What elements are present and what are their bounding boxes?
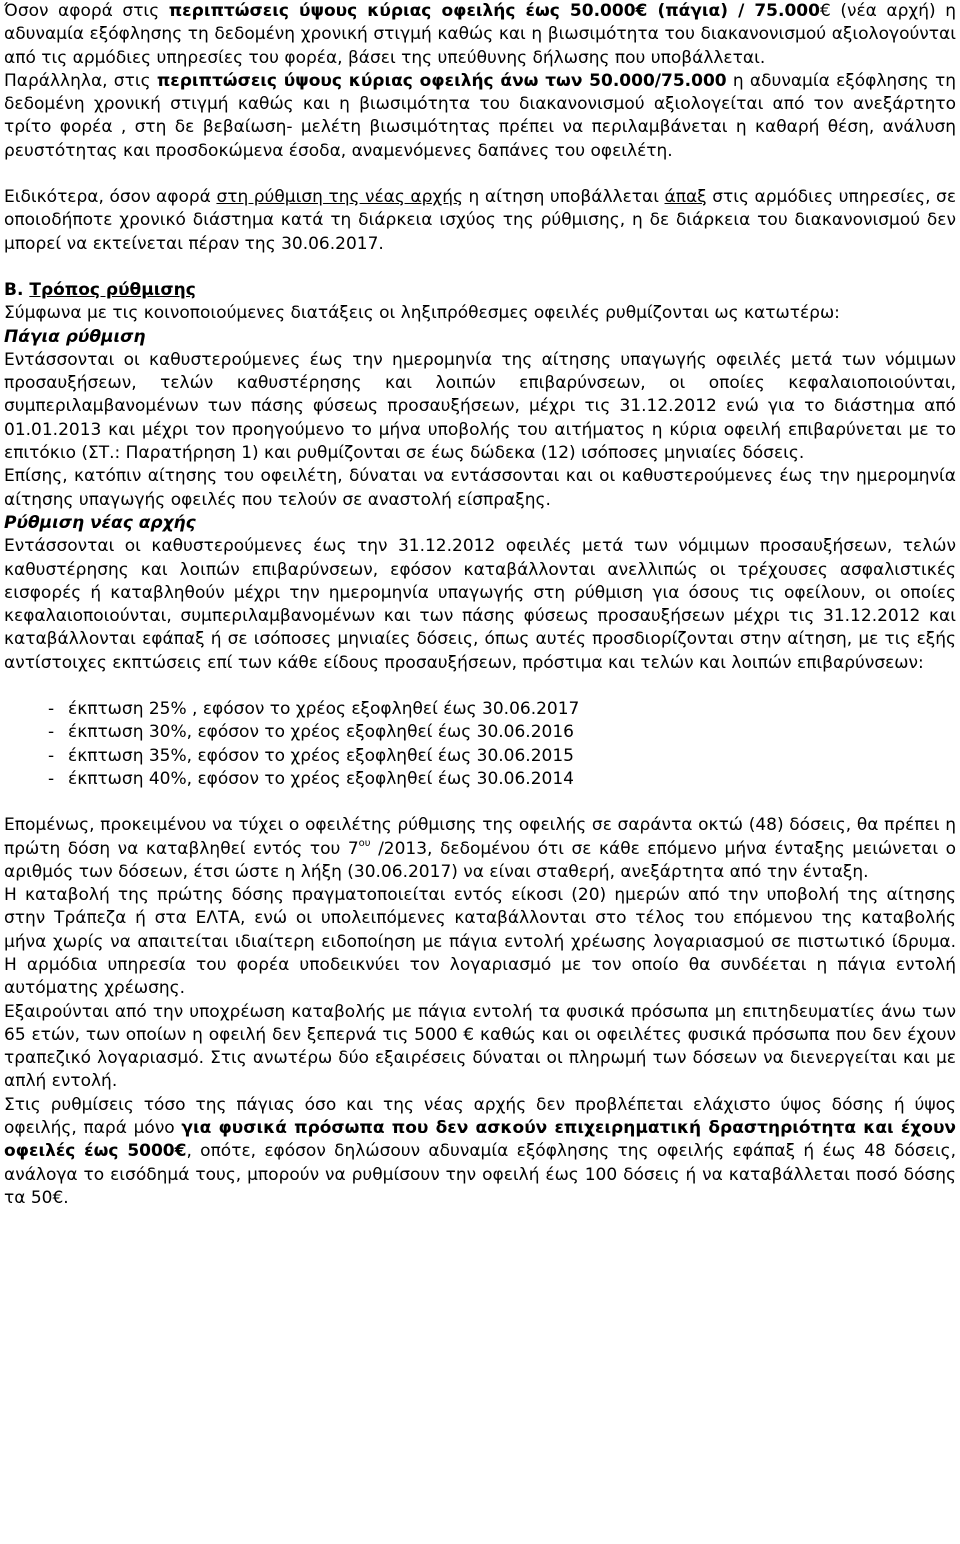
bold-text: για φυσικά πρόσωπα που δεν ασκούν επιχειρηματική δραστηριότητα και έχουν οφειλές έως 5000€ — [4, 1118, 957, 1162]
spacer — [4, 163, 956, 186]
subheading-fixed-settlement — [4, 326, 956, 349]
text: /2013, δεδομένου ότι σε κάθε επόμενο μήνα ένταξης μειώνεται ο αριθμός των δόσεων, έτσι ώστε η λήξη (30.06.2017) να είναι σταθερή, ανεξάρτητα από την ένταξη. — [4, 838, 956, 882]
spacer — [4, 256, 956, 279]
subheading-text: Ρύθμιση νέας αρχής — [4, 512, 196, 533]
list-item: - έκπτωση 40%, εφόσον το χρέος εξοφληθεί έως 30.06.2014 — [48, 768, 956, 791]
bold-text: περιπτώσεις ύψους κύριας οφειλής έως 50.000€ (πάγια) / 75.000 — [168, 1, 820, 21]
underlined-text: στη ρύθμιση της νέας αρχής — [216, 187, 463, 208]
spacer — [4, 675, 956, 698]
text: , οπότε, εφόσον δηλώσουν αδυναμία εξόφλησης της οφειλής εφάπαξ ή έως 48 δόσεις, ανάλογα το εισόδημά τους, μπορούν να ρυθμίσουν την οφειλή έως 100 δόσεις ή να καταβάλλεται ποσό δόσης τα 50€. — [4, 1141, 956, 1208]
text: Παράλληλα, στις — [4, 70, 157, 91]
paragraph-suspended-debts: Επίσης, κατόπιν αίτησης του οφειλέτη, δύναται να εντάσσονται και οι καθυστερούμενες έως την ημερομηνία αίτησης υπαγωγής οφειλές που τελούν σε αναστολή είσπραξης. — [4, 466, 956, 510]
list-item: - έκπτωση 25% , εφόσον το χρέος εξοφληθεί έως 30.06.2017 — [48, 698, 956, 721]
superscript: ου — [358, 837, 371, 849]
paragraph-first-installment: Η καταβολή της πρώτης δόσης πραγματοποιείται εντός είκοσι (20) ημερών από την υποβολή της αίτησης στην Τράπεζα ή στα ΕΛΤΑ, ενώ οι υπολειπόμενες καταβάλλονται στο τέλος του επόμενου της καταβολής μήνα χωρίς να απαιτείται ιδιαίτερη ειδοποίηση με πάγια εντολή χρέωσης λογαριασμού σε πιστωτικό ίδρυμα. Η αρμόδια υπηρεσία του φορέα υποδεικνύει τον λογαριασμό με τον οποίο θα συνδέεται η πάγια εντολή αυτόματης χρέωσης. — [4, 885, 956, 999]
spacer — [4, 791, 956, 814]
paragraph-new-start-application — [4, 186, 956, 256]
subheading-new-start-settlement — [4, 512, 956, 535]
paragraph-minimum-installment — [4, 1094, 956, 1210]
paragraph-low-debt-assessment — [4, 0, 956, 70]
paragraph-intro: Σύμφωνα με τις κοινοποιούμενες διατάξεις οι ληξιπρόθεσμες οφειλές ρυθμίζονται ως κατωτέρω: — [4, 303, 840, 324]
paragraph-48-installments — [4, 814, 956, 884]
section-title: Τρόπος ρύθμισης — [29, 279, 196, 300]
section-letter: Β. — [4, 279, 30, 300]
bold-text: περιπτώσεις ύψους κύριας οφειλής άνω των 50.000/75.000 — [156, 70, 727, 91]
paragraph-new-start-settlement: Εντάσσονται οι καθυστερούμενες έως την 31.12.2012 οφειλές μετά των νόμιμων προσαυξήσεων, τελών καθυστέρησης και λοιπών επιβαρύνσεων, εφόσον καταβάλλονται ανελλιπώς οι τρέχουσες ασφαλιστικές εισφορές ή καταβληθούν μέχρι την ημερομηνία υπαγωγής στη ρύθμιση για όσους τις οφείλουν, οι οποίες κεφαλαιοποιούνται, συμπεριλαμβανομένων και των πάσης φύσεως προσαυξήσεων μέχρι τις 31.12.2012 και καταβάλλονται εφάπαξ ή σε ισόποσες μηνιαίες δόσεις, όπως αυτές προσδιορίζονται στην αίτηση, με τις εξής αντίστοιχες εκπτώσεις επί των κάθε είδους προσαυξήσεων, πρόστιμα και τελών και λοιπών επιβαρύνσεων: — [4, 536, 956, 673]
text: η αδυναμία εξόφλησης τη δεδομένη χρονική στιγμή καθώς και η βιωσιμότητα του διακανονισμού αξιολογείται από τον ανεξάρτητο τρίτο φορέα , στη δε βεβαίωση- μελέτη βιωσιμότητας πρέπει να περιλαμβάνεται η καθαρή θέση, ανάλυση ρευστότητας και προσδοκώμενα έσοδα, αναμενόμενες δαπάνες του οφειλέτη. — [4, 70, 956, 161]
paragraph-exemptions: Εξαιρούνται από την υποχρέωση καταβολής με πάγια εντολή τα φυσικά πρόσωπα μη επιτηδευματίες άνω των 65 ετών, των οποίων η οφειλή δεν ξεπερνά τις 5000 € καθώς και οι οφειλέτες φυσικά πρόσωπα που δεν έχουν τραπεζικό λογαριασμό. Στις ανωτέρω δύο εξαιρέσεις δύναται οι πληρωμή των δόσεων να διενεργείται και με απλή εντολή. — [4, 1001, 956, 1092]
text: € (νέα αρχή) η αδυναμία εξόφλησης τη δεδομένη χρονική στιγμή καθώς και η βιωσιμότητα του διακανονισμού αξιολογούνται από τις αρμόδιες υπηρεσίες του φορέα, βάσει της υπεύθυνης δήλωσης που υποβάλλεται. — [4, 1, 956, 68]
section-heading — [4, 279, 956, 302]
list-item: - έκπτωση 35%, εφόσον το χρέος εξοφληθεί έως 30.06.2015 — [48, 745, 956, 768]
text: στις αρμόδιες υπηρεσίες, σε οποιοδήποτε χρονικό διάστημα κατά τη διάρκεια ισχύος της ρύθμισης, η δε διάρκεια του διακανονισμού δεν μπορεί να εκτείνεται πέραν της 30.06.2017. — [4, 187, 957, 254]
text: η αίτηση υποβάλλεται — [463, 187, 665, 208]
paragraph-high-debt-assessment — [4, 70, 956, 163]
paragraph-fixed-settlement: Εντάσσονται οι καθυστερούμενες έως την ημερομηνία της αίτησης υπαγωγής οφειλές μετά των νόμιμων προσαυξήσεων, τελών καθυστέρησης και λοιπών επιβαρύνσεων, οι οποίες κεφαλαιοποιούνται, συμπεριλαμβανομένων των πάσης φύσεως προσαυξήσεων, μέχρι τις 31.12.2012 ενώ για το διάστημα από 01.01.2013 και μέχρι τον προηγούμενο το μήνα υποβολής του αιτήματος η κύρια οφειλή επιβαρύνεται με το επιτόκιο (ΣΤ.: Παρατήρηση 1) και ρυθμίζονται σε έως δώδεκα (12) ισόποσες μηνιαίες δόσεις. — [4, 349, 956, 464]
discount-list — [4, 698, 956, 791]
list-item: - έκπτωση 30%, εφόσον το χρέος εξοφληθεί έως 30.06.2016 — [48, 721, 956, 744]
underlined-text: άπαξ — [664, 187, 707, 208]
text: Στις ρυθμίσεις τόσο της πάγιας όσο και της νέας αρχής δεν προβλέπεται ελάχιστο ύψος δόσης ή ύψος οφειλής, παρά μόνο — [4, 1094, 956, 1139]
subheading-text: Πάγια ρύθμιση — [4, 326, 146, 347]
text: Όσον αφορά στις — [4, 1, 169, 21]
text: Ειδικότερα, όσον αφορά — [4, 187, 217, 208]
text: Επομένως, προκειμένου να τύχει ο οφειλέτης ρύθμισης της οφειλής σε σαράντα οκτώ (48) δόσεις, θα πρέπει η πρώτη δόση να καταβληθεί εντός του 7 — [4, 815, 956, 859]
